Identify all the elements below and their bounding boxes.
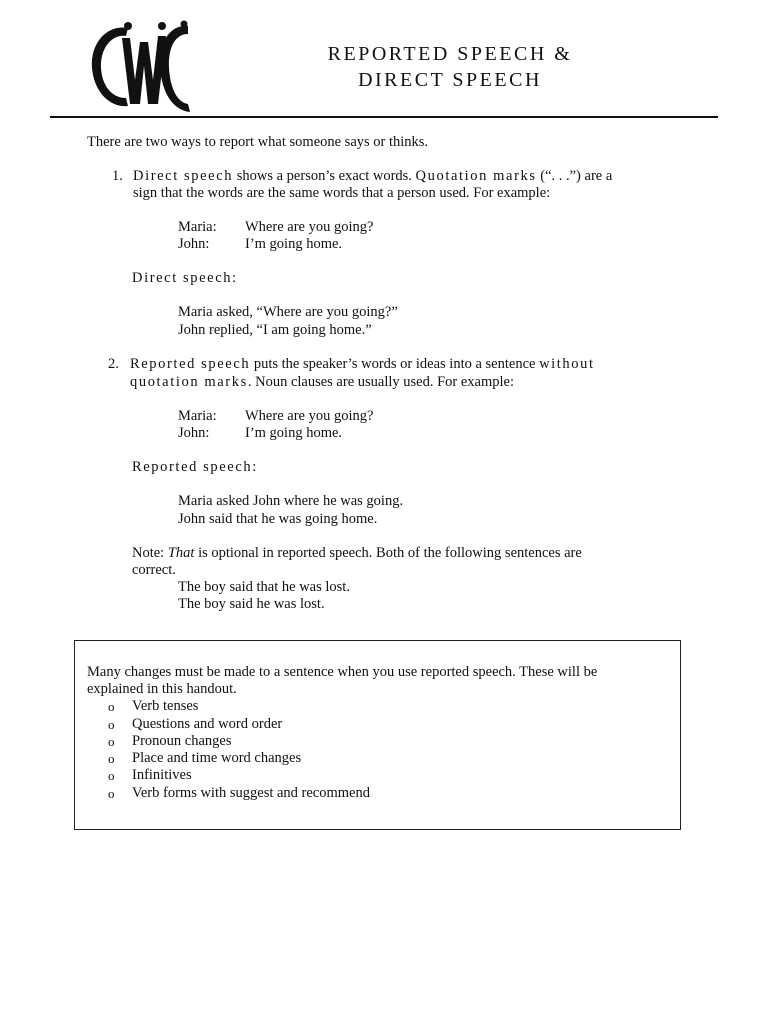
list-item: Verb forms with suggest and recommend — [132, 785, 370, 801]
box-line1: Many changes must be made to a sentence when you use reported speech. These will be — [87, 664, 598, 680]
dialog-line: Where are you going? — [245, 408, 374, 424]
list-item: Verb tenses — [132, 698, 199, 714]
note-example: The boy said he was lost. — [178, 596, 325, 612]
term-quotation-marks: quotation marks — [130, 374, 248, 390]
dialog-speaker: Maria: — [178, 219, 217, 235]
bullet-icon: o — [108, 786, 115, 801]
bullet-icon: o — [108, 717, 115, 732]
header-rule — [50, 116, 718, 118]
example-sentence: Maria asked John where he was going. — [178, 493, 404, 509]
note-line1: Note: That is optional in reported speech. Both of the following sentences are — [132, 545, 582, 561]
bullet-icon: o — [108, 699, 115, 714]
bullet-icon: o — [108, 751, 115, 766]
section1-line1: Direct speech shows a person’s exact words. Quotation marks (“. . .”) are a — [133, 168, 613, 184]
section1-line2: sign that the words are the same words that a person used. For example: — [133, 185, 551, 201]
example-sentence: John said that he was going home. — [178, 511, 378, 527]
note-italic-word: That — [167, 545, 195, 561]
section1-number: 1. — [112, 168, 123, 184]
list-item: Pronoun changes — [132, 733, 232, 749]
page-title-line2: DIRECT SPEECH — [358, 69, 542, 91]
term-without: without — [539, 356, 595, 372]
term-direct-speech: Direct speech — [133, 168, 234, 184]
section2-line2: quotation marks. Noun clauses are usually used. For example: — [130, 374, 515, 390]
bullet-icon: o — [108, 768, 115, 783]
dialog-speaker: John: — [178, 425, 210, 441]
term-reported-speech: Reported speech — [130, 356, 251, 372]
cwc-logo — [88, 20, 192, 114]
dialog-line: I’m going home. — [245, 236, 343, 252]
example-sentence: John replied, “I am going home.” — [178, 322, 372, 338]
box-line2: explained in this handout. — [87, 681, 237, 697]
page-title-line1: REPORTED SPEECH & — [327, 43, 573, 65]
list-item: Questions and word order — [132, 716, 283, 732]
section2-line1: Reported speech puts the speaker’s words or ideas into a sentence without — [130, 356, 595, 372]
dialog-speaker: Maria: — [178, 408, 217, 424]
note-example: The boy said that he was lost. — [178, 579, 350, 595]
term-quotation-marks: Quotation marks — [415, 168, 537, 184]
note-line2: correct. — [132, 562, 176, 578]
dialog-line: I’m going home. — [245, 425, 343, 441]
bullet-icon: o — [108, 734, 115, 749]
list-item: Place and time word changes — [132, 750, 302, 766]
section2-number: 2. — [108, 356, 119, 372]
intro-text: There are two ways to report what someone says or thinks. — [87, 134, 429, 150]
dialog-speaker: John: — [178, 236, 210, 252]
direct-speech-label: Direct speech: — [132, 270, 238, 286]
reported-speech-label: Reported speech: — [132, 459, 258, 475]
dialog-line: Where are you going? — [245, 219, 374, 235]
list-item: Infinitives — [132, 767, 192, 783]
example-sentence: Maria asked, “Where are you going?” — [178, 304, 398, 320]
